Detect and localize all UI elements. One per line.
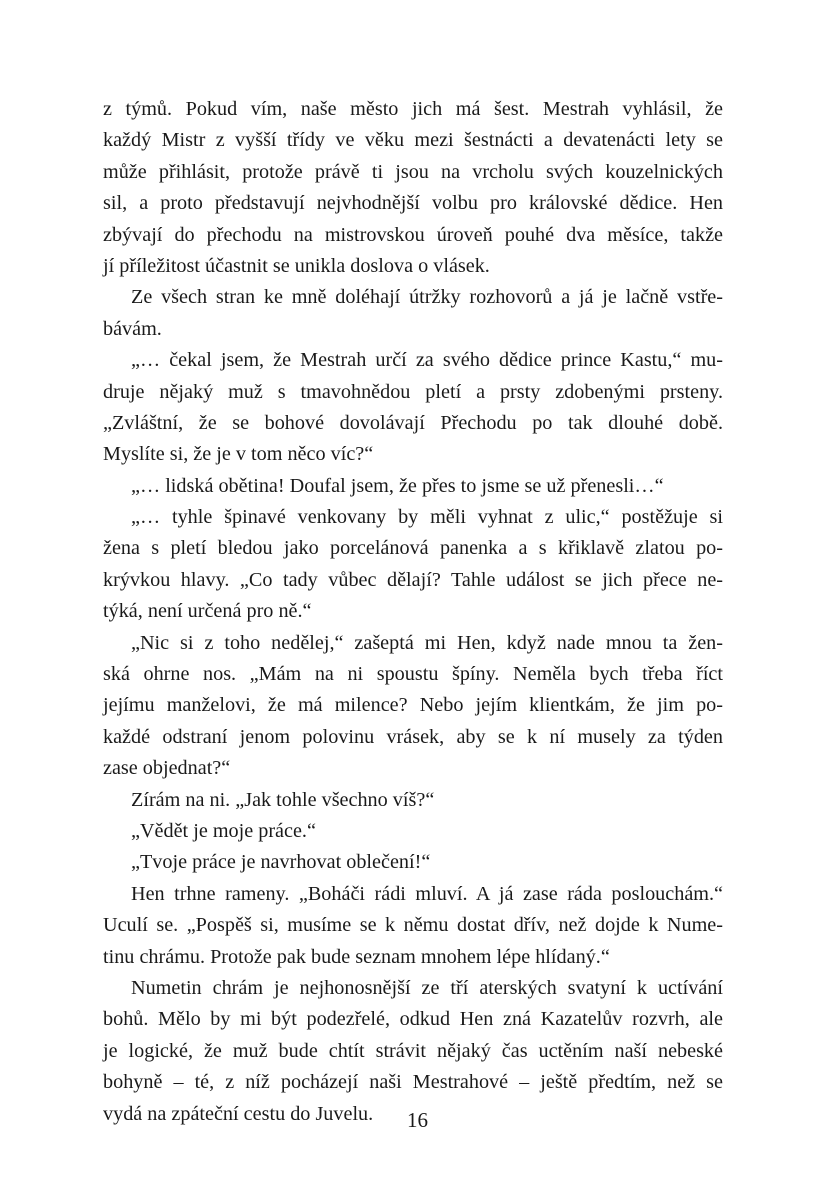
text-line: „… lidská obětina! Doufal jsem, že přes to jsme se už přenesli…“: [131, 474, 664, 497]
text-line: „Zvláštní, že se bohové dovolávají Přechodu po tak dlouhé době.: [103, 411, 723, 434]
paragraph: [103, 816, 723, 847]
paragraph: [103, 471, 723, 502]
text-line: Uculí se. „Pospěš si, musíme se k němu dostat dřív, než dojde k Nume-: [103, 914, 723, 937]
text-line: Zírám na ni. „Jak tohle všechno víš?“: [131, 788, 435, 811]
text-line: vydá na zpáteční cestu do Juvelu.: [103, 1102, 374, 1125]
text-line: ská ohrne nos. „Mám na ni spoustu špíny. Neměla bych třeba říct: [103, 663, 723, 686]
text-line: z týmů. Pokud vím, naše město jich má šest. Mestrah vyhlásil, že: [103, 98, 723, 120]
text-line: Ze všech stran ke mně doléhají útržky rozhovorů a já je lačně vstře-: [131, 286, 723, 309]
text-line: druje nějaký muž s tmavohnědou pletí a prsty zdobenými prsteny.: [103, 380, 723, 403]
text-line: krývkou hlavy. „Co tady vůbec dělají? Tahle událost se jich přece ne-: [103, 568, 723, 591]
paragraph: [103, 94, 723, 282]
text-line: „… čekal jsem, že Mestrah určí za svého dědice prince Kastu,“ mu-: [131, 349, 723, 372]
text-line: Myslíte si, že je v tom něco víc?“: [103, 443, 374, 466]
text-line: sil, a proto představují nejvhodnější volbu pro královské dědice. Hen: [103, 192, 723, 215]
text-line: Hen trhne rameny. „Boháči rádi mluví. A já zase ráda poslouchám.“: [131, 882, 723, 905]
paragraph: [103, 785, 723, 816]
paragraph: [103, 345, 723, 471]
paragraph: [103, 847, 723, 878]
text-line: „Tvoje práce je navrhovat oblečení!“: [131, 851, 431, 874]
paragraph: [103, 628, 723, 785]
paragraph: [103, 879, 723, 973]
page-body: [103, 94, 723, 1130]
text-line: Numetin chrám je nejhonosnější ze tří aterských svatyní k uctívání: [131, 976, 723, 999]
text-line: zbývají do přechodu na mistrovskou úroveň pouhé dva měsíce, takže: [103, 223, 723, 246]
text-line: je logické, že muž bude chtít strávit nějaký čas uctěním naší nebeské: [103, 1039, 723, 1062]
text-line: každé odstraní jenom polovinu vrásek, aby se k ní musely za týden: [103, 725, 723, 748]
paragraph: [103, 502, 723, 628]
text-line: týká, není určená pro ně.“: [103, 600, 312, 623]
page-number: 16: [407, 1108, 428, 1132]
text-line: bávám.: [103, 317, 162, 340]
paragraph: [103, 282, 723, 345]
text-line: „Vědět je moje práce.“: [131, 819, 316, 842]
text-line: každý Mistr z vyšší třídy ve věku mezi šestnácti a devatenácti lety se: [103, 129, 723, 152]
text-line: jejímu manželovi, že má milence? Nebo jejím klientkám, že jim po-: [103, 694, 723, 717]
text-line: může přihlásit, protože právě ti jsou na vrcholu svých kouzelnických: [103, 160, 723, 183]
text-line: zase objednat?“: [103, 757, 231, 780]
text-line: „… tyhle špinavé venkovany by měli vyhnat z ulic,“ postěžuje si: [131, 506, 723, 529]
text-line: žena s pletí bledou jako porcelánová panenka a s křiklavě zlatou po-: [103, 537, 723, 560]
text-line: bohů. Mělo by mi být podezřelé, odkud Hen zná Kazatelův rozvrh, ale: [103, 1008, 723, 1031]
text-line: tinu chrámu. Protože pak bude seznam mnohem lépe hlídaný.“: [103, 945, 610, 968]
text-line: bohyně – té, z níž pocházejí naši Mestrahové – ještě předtím, než se: [103, 1071, 723, 1094]
text-line: „Nic si z toho nedělej,“ zašeptá mi Hen, když nade mnou ta žen-: [131, 631, 723, 654]
text-line: jí příležitost účastnit se unikla doslova o vlásek.: [103, 254, 490, 277]
paragraph: [103, 973, 723, 1130]
